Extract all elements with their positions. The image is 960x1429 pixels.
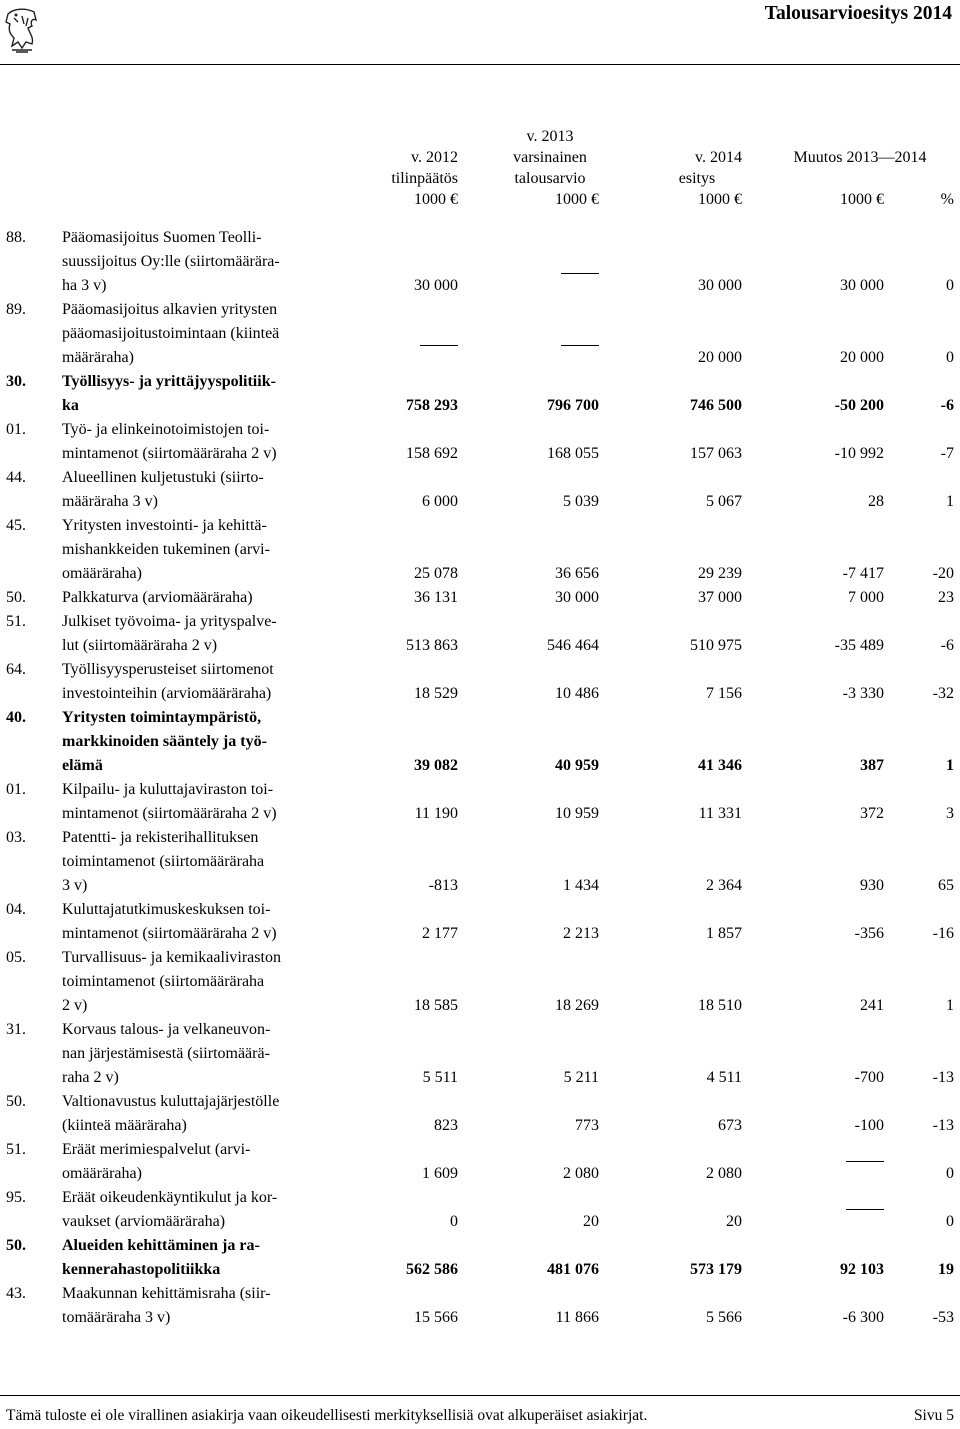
change-percent: -32 bbox=[932, 685, 954, 702]
change-amount: -35 489 bbox=[834, 637, 884, 654]
value-2014: 746 500 bbox=[690, 397, 742, 414]
change-amount: -6 300 bbox=[842, 1309, 884, 1326]
change-amount: 30 000 bbox=[840, 277, 884, 294]
item-number: 88. bbox=[6, 229, 26, 246]
value-2013: 168 055 bbox=[547, 445, 599, 462]
value-2014: 11 331 bbox=[698, 805, 742, 822]
value-2013: 546 464 bbox=[547, 637, 599, 654]
value-2012: 758 293 bbox=[406, 397, 458, 414]
change-percent: -6 bbox=[940, 637, 954, 654]
value-2014: 673 bbox=[718, 1117, 742, 1134]
item-number: 50. bbox=[6, 589, 26, 606]
item-description: Patentti- ja rekisterihallituksen toimintamenot (siirtomääräraha 3 v) bbox=[62, 829, 265, 894]
value-2013: 11 866 bbox=[555, 1309, 599, 1326]
value-2014: 2 364 bbox=[706, 877, 742, 894]
table-row bbox=[0, 1186, 960, 1234]
item-description: Pääomasijoitus alkavien yritysten pääomasijoitustoimintaan (kiinteä määräraha) bbox=[62, 301, 280, 366]
change-amount bbox=[846, 1161, 884, 1186]
value-2014: 41 346 bbox=[698, 757, 742, 774]
change-percent: -6 bbox=[940, 397, 954, 414]
value-2012: 823 bbox=[434, 1117, 458, 1134]
table-row bbox=[0, 370, 960, 418]
value-2013 bbox=[561, 345, 599, 370]
value-2014: 510 975 bbox=[690, 637, 742, 654]
value-2012: 6 000 bbox=[422, 493, 458, 510]
item-number: 04. bbox=[6, 901, 26, 918]
change-amount: -3 330 bbox=[842, 685, 884, 702]
change-percent: 1 bbox=[946, 757, 954, 774]
item-description: Kuluttajatutkimuskeskuksen toi- mintamenot (siirtomääräraha 2 v) bbox=[62, 901, 277, 942]
column-header-2013: v. 2013 varsinainen talousarvio bbox=[513, 128, 587, 187]
value-2012: 158 692 bbox=[406, 445, 458, 462]
value-2014: 30 000 bbox=[698, 277, 742, 294]
document-title: Talousarvioesitys 2014 bbox=[764, 3, 952, 24]
table-row bbox=[0, 1282, 960, 1330]
change-percent: 0 bbox=[946, 349, 954, 366]
table-row bbox=[0, 898, 960, 946]
value-2012: 562 586 bbox=[406, 1261, 458, 1278]
dash-mark bbox=[561, 345, 599, 370]
value-2014: 2 080 bbox=[706, 1165, 742, 1182]
change-amount: 241 bbox=[860, 997, 884, 1014]
table-row bbox=[0, 298, 960, 370]
table-row bbox=[0, 418, 960, 466]
value-2012: 11 190 bbox=[414, 805, 458, 822]
item-number: 51. bbox=[6, 613, 26, 630]
item-number: 89. bbox=[6, 301, 26, 318]
table-row bbox=[0, 706, 960, 778]
value-2013: 773 bbox=[575, 1117, 599, 1134]
item-number: 50. bbox=[6, 1237, 26, 1254]
value-2012 bbox=[420, 345, 458, 370]
change-amount: 7 000 bbox=[848, 589, 884, 606]
item-number: 40. bbox=[6, 709, 26, 726]
value-2012: 25 078 bbox=[414, 565, 458, 582]
value-2013: 796 700 bbox=[547, 397, 599, 414]
value-2012: 39 082 bbox=[414, 757, 458, 774]
table-row bbox=[0, 658, 960, 706]
unit-cell-4: 1000 € bbox=[840, 191, 884, 208]
item-description: Eräät merimiespalvelut (arvi- omääräraha) bbox=[62, 1141, 251, 1182]
value-2014: 1 857 bbox=[706, 925, 742, 942]
table-row bbox=[0, 586, 960, 610]
table-row bbox=[0, 514, 960, 586]
change-percent: 0 bbox=[946, 277, 954, 294]
unit-cell-3: 1000 € bbox=[698, 191, 742, 208]
value-2012: 18 529 bbox=[414, 685, 458, 702]
value-2013: 10 486 bbox=[555, 685, 599, 702]
column-header-change: Muutos 2013—2014 bbox=[793, 149, 927, 166]
value-2013 bbox=[561, 273, 599, 298]
change-amount: 372 bbox=[860, 805, 884, 822]
value-2013: 2 213 bbox=[563, 925, 599, 942]
lion-coat-of-arms-icon bbox=[4, 4, 40, 54]
item-description: Työllisyys- ja yrittäjyyspolitiik- ka bbox=[62, 373, 276, 414]
item-description: Työllisyysperusteiset siirtomenot investointeihin (arviomääräraha) bbox=[62, 661, 274, 702]
table-row bbox=[0, 1234, 960, 1282]
value-2014: 4 511 bbox=[706, 1069, 742, 1086]
item-number: 45. bbox=[6, 517, 26, 534]
item-description: Valtionavustus kuluttajajärjestölle (kiinteä määräraha) bbox=[62, 1093, 280, 1134]
value-2014: 5 067 bbox=[706, 493, 742, 510]
value-2014: 29 239 bbox=[698, 565, 742, 582]
item-number: 30. bbox=[6, 373, 26, 390]
item-number: 05. bbox=[6, 949, 26, 966]
change-amount: 930 bbox=[860, 877, 884, 894]
value-2012: 15 566 bbox=[414, 1309, 458, 1326]
dash-mark bbox=[846, 1209, 884, 1234]
value-2013: 30 000 bbox=[555, 589, 599, 606]
value-2014: 18 510 bbox=[698, 997, 742, 1014]
item-description: Turvallisuus- ja kemikaaliviraston toimintamenot (siirtomääräraha 2 v) bbox=[62, 949, 281, 1014]
unit-cell-2: 1000 € bbox=[555, 191, 599, 208]
change-percent: 65 bbox=[938, 877, 954, 894]
value-2012: 1 609 bbox=[422, 1165, 458, 1182]
value-2012: 2 177 bbox=[422, 925, 458, 942]
change-percent: -53 bbox=[932, 1309, 954, 1326]
item-number: 01. bbox=[6, 781, 26, 798]
value-2012: -813 bbox=[428, 877, 458, 894]
item-number: 01. bbox=[6, 421, 26, 438]
column-header-2012: v. 2012 tilinpäätös bbox=[391, 149, 458, 187]
value-2014: 157 063 bbox=[690, 445, 742, 462]
value-2014: 20 000 bbox=[698, 349, 742, 366]
table-row bbox=[0, 778, 960, 826]
value-2013: 481 076 bbox=[547, 1261, 599, 1278]
value-2013: 36 656 bbox=[555, 565, 599, 582]
dash-mark bbox=[846, 1161, 884, 1186]
change-amount: -50 200 bbox=[834, 397, 884, 414]
item-description: Yritysten toimintaympäristö, markkinoiden sääntely ja työ- elämä bbox=[62, 709, 267, 774]
table-row bbox=[0, 610, 960, 658]
unit-cell-1: 1000 € bbox=[414, 191, 458, 208]
item-number: 50. bbox=[6, 1093, 26, 1110]
change-amount: -100 bbox=[854, 1117, 884, 1134]
change-amount: 387 bbox=[860, 757, 884, 774]
table-row bbox=[0, 946, 960, 1018]
item-number: 03. bbox=[6, 829, 26, 846]
change-percent: 0 bbox=[946, 1213, 954, 1230]
change-percent: -13 bbox=[932, 1069, 954, 1086]
value-2013: 5 039 bbox=[563, 493, 599, 510]
change-percent: -16 bbox=[932, 925, 954, 942]
value-2012: 36 131 bbox=[414, 589, 458, 606]
value-2014: 573 179 bbox=[690, 1261, 742, 1278]
item-number: 95. bbox=[6, 1189, 26, 1206]
value-2012: 30 000 bbox=[414, 277, 458, 294]
item-description: Maakunnan kehittämisraha (siir- tomääräraha 3 v) bbox=[62, 1285, 271, 1326]
item-number: 64. bbox=[6, 661, 26, 678]
dash-mark bbox=[561, 273, 599, 298]
value-2012: 0 bbox=[450, 1213, 458, 1230]
change-amount: -700 bbox=[854, 1069, 884, 1086]
change-amount: 28 bbox=[868, 493, 884, 510]
change-percent: -13 bbox=[932, 1117, 954, 1134]
item-description: Palkkaturva (arviomääräraha) bbox=[62, 589, 253, 606]
change-amount: -10 992 bbox=[834, 445, 884, 462]
change-amount: -356 bbox=[854, 925, 884, 942]
item-description: Eräät oikeudenkäyntikulut ja kor- vaukset (arviomääräraha) bbox=[62, 1189, 278, 1230]
item-description: Yritysten investointi- ja kehittä- mishankkeiden tukeminen (arvi- omääräraha) bbox=[62, 517, 270, 582]
change-percent: 1 bbox=[946, 493, 954, 510]
value-2014: 20 bbox=[726, 1213, 742, 1230]
page-number: Sivu 5 bbox=[913, 1407, 954, 1424]
change-amount: 92 103 bbox=[840, 1261, 884, 1278]
budget-table bbox=[0, 226, 960, 1330]
change-amount: 20 000 bbox=[840, 349, 884, 366]
item-description: Korvaus talous- ja velkaneuvon- nan järjestämisestä (siirtomäärä- raha 2 v) bbox=[62, 1021, 271, 1086]
item-description: Alueiden kehittäminen ja ra- kennerahastopolitiikka bbox=[62, 1237, 260, 1278]
table-row bbox=[0, 826, 960, 898]
item-description: Kilpailu- ja kuluttajaviraston toi- mintamenot (siirtomääräraha 2 v) bbox=[62, 781, 277, 822]
table-row bbox=[0, 1018, 960, 1090]
unit-cell-5: % bbox=[940, 191, 954, 208]
table-row bbox=[0, 1138, 960, 1186]
table-row bbox=[0, 466, 960, 514]
change-percent: 0 bbox=[946, 1165, 954, 1182]
change-percent: 1 bbox=[946, 997, 954, 1014]
table-row bbox=[0, 226, 960, 298]
change-percent: 23 bbox=[938, 589, 954, 606]
value-2013: 40 959 bbox=[555, 757, 599, 774]
value-2014: 5 566 bbox=[706, 1309, 742, 1326]
item-description: Työ- ja elinkeinotoimistojen toi- mintamenot (siirtomääräraha 2 v) bbox=[62, 421, 277, 462]
change-percent: -7 bbox=[940, 445, 954, 462]
column-header-2014: v. 2014 esitys bbox=[678, 149, 742, 187]
value-2012: 18 585 bbox=[414, 997, 458, 1014]
item-number: 51. bbox=[6, 1141, 26, 1158]
dash-mark bbox=[420, 345, 458, 370]
value-2013: 1 434 bbox=[563, 877, 599, 894]
footer-rule bbox=[0, 1395, 960, 1396]
item-description: Pääomasijoitus Suomen Teolli- suussijoitus Oy:lle (siirtomäärära- ha 3 v) bbox=[62, 229, 280, 294]
value-2013: 2 080 bbox=[563, 1165, 599, 1182]
item-number: 43. bbox=[6, 1285, 26, 1302]
table-row bbox=[0, 1090, 960, 1138]
item-number: 44. bbox=[6, 469, 26, 486]
value-2013: 10 959 bbox=[555, 805, 599, 822]
footer-disclaimer: Tämä tuloste ei ole virallinen asiakirja vaan oikeudellisesti merkityksellisiä ovat alkuperäiset asiakirjat. bbox=[6, 1407, 648, 1424]
change-percent: 19 bbox=[938, 1261, 954, 1278]
item-number: 31. bbox=[6, 1021, 26, 1038]
value-2014: 7 156 bbox=[706, 685, 742, 702]
value-2012: 513 863 bbox=[406, 637, 458, 654]
value-2012: 5 511 bbox=[422, 1069, 458, 1086]
change-amount bbox=[846, 1209, 884, 1234]
value-2013: 20 bbox=[583, 1213, 599, 1230]
value-2013: 18 269 bbox=[555, 997, 599, 1014]
change-percent: 3 bbox=[946, 805, 954, 822]
change-amount: -7 417 bbox=[842, 565, 884, 582]
value-2013: 5 211 bbox=[563, 1069, 599, 1086]
header-rule bbox=[0, 64, 960, 65]
value-2014: 37 000 bbox=[698, 589, 742, 606]
item-description: Julkiset työvoima- ja yrityspalve- lut (siirtomääräraha 2 v) bbox=[62, 613, 277, 654]
item-description: Alueellinen kuljetustuki (siirto- määräraha 3 v) bbox=[62, 469, 264, 510]
change-percent: -20 bbox=[932, 565, 954, 582]
